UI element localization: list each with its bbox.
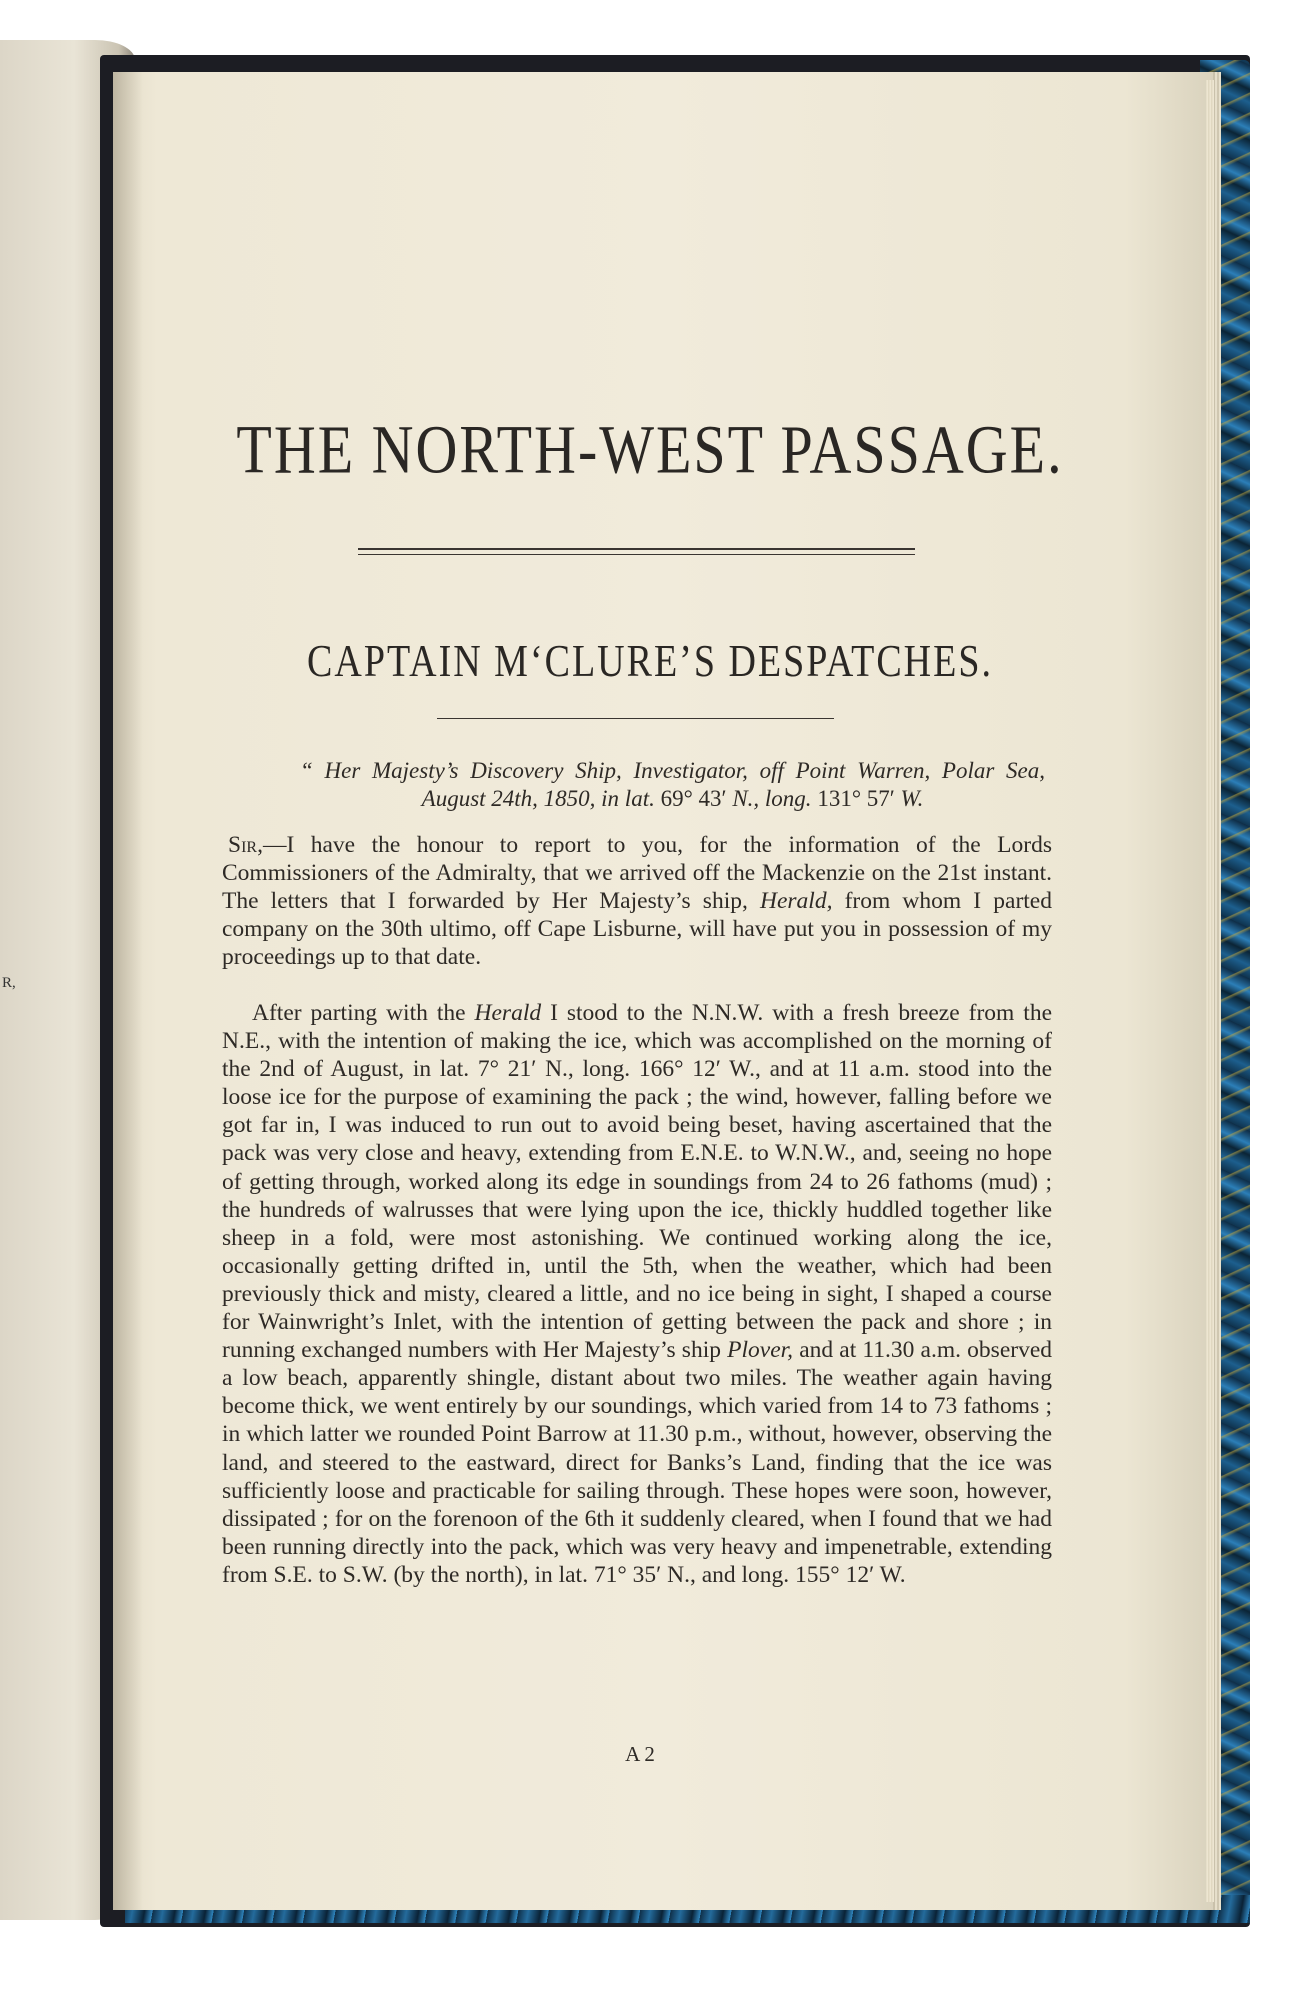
page-title: THE NORTH-WEST PASSAGE. <box>236 411 1064 488</box>
page-edges <box>1206 80 1214 1902</box>
double-rule-divider <box>358 548 915 555</box>
right-page <box>113 72 1213 1910</box>
heading-longitude: 131° 57′ <box>817 786 895 811</box>
heading-text-1: “ Her Majesty’s Discovery Ship, Investigator, off Point Warren, Polar Sea, August 24th, 1850, in lat. <box>300 758 1045 811</box>
ship-name-herald-2: Herald <box>474 1000 542 1026</box>
section-title: CAPTAIN M‘CLURE’S DESPATCHES. <box>307 636 993 687</box>
paragraph-1-text-b: from whom I parted company on the 30th ultimo, off Cape Lisburne, will have put you in possession of my proceedings up to that date. <box>222 888 1052 971</box>
paragraph-1-text-a: —I have the honour to report to you, for the information of the Lords Commissioners of the Admiralty, that we arrived off the Mackenzie on the 21st instant. The letters that I forwarded by Her Majesty’s ship, <box>222 832 1052 915</box>
single-rule-divider <box>437 718 834 719</box>
paragraph-2-text-a: After parting with the <box>252 1000 475 1026</box>
despatch-heading <box>300 757 1045 813</box>
salutation: Sir, <box>228 832 263 858</box>
heading-text-3: W. <box>894 786 924 811</box>
body-paragraph-2 <box>222 999 1052 1589</box>
page-gutter-shadow <box>113 72 143 1910</box>
page-signature: A 2 <box>625 1742 655 1766</box>
paragraph-2-text-b: I stood to the N.N.W. with a fresh breeze from the N.E., with the intention of making the ice, which was accomplished on the morning of the 2nd of August, in lat. 7° 21′ N., long. 166° 12′ W., and at 11 a.m. stood into the loose ice for the purpose of examining the pack ; the wind, however, falling before we got far in, I was induced to run out to avoid being beset, having ascertained that the pack was very close and heavy, extending from E.N.E. to W.N.W., and, seeing no hope of getting through, worked along its edge in soundings from 24 to 26 fathoms (mud) ; the hundreds of walrusses that were lying upon the ice, thickly huddled together like sheep in a fold, were most astonishing. We continued working along the ice, occasionally getting drifted in, until the 5th, when the weather, which had been previously thick and misty, cleared a little, and no ice being in sight, I shaped a course for Wainwright’s Inlet, with the intention of getting between the pack and shore ; in running exchanged numbers with Her Majesty’s ship <box>222 1000 1053 1364</box>
heading-latitude: 69° 43′ <box>660 786 727 811</box>
body-paragraph-1 <box>222 831 1052 971</box>
paragraph-2-text-c: and at 11.30 a.m. observed a low beach, apparently shingle, distant about two miles. The weather again having become thick, we went entirely by our soundings, which varied from 14 to 73 fathoms ; in which latter we rounded Point Barrow at 11.30 p.m., without, however, observing the land, and steered to the eastward, direct for Banks’s Land, finding that the ice was sufficiently loose and practicable for sailing through. These hopes were soon, however, dissipated ; for on the forenoon of the 6th it suddenly cleared, when I found that we had been running directly into the pack, which was very heavy and impenetrable, extending from S.E. to S.W. (by the north), in lat. 71° 35′ N., and long. 155° 12′ W. <box>222 1337 1053 1588</box>
left-page-text-fragment: R, <box>2 975 16 991</box>
ship-name-herald: Herald, <box>760 888 833 915</box>
heading-text-2: N., long. <box>726 786 818 811</box>
ship-name-plover: Plover, <box>727 1337 794 1364</box>
